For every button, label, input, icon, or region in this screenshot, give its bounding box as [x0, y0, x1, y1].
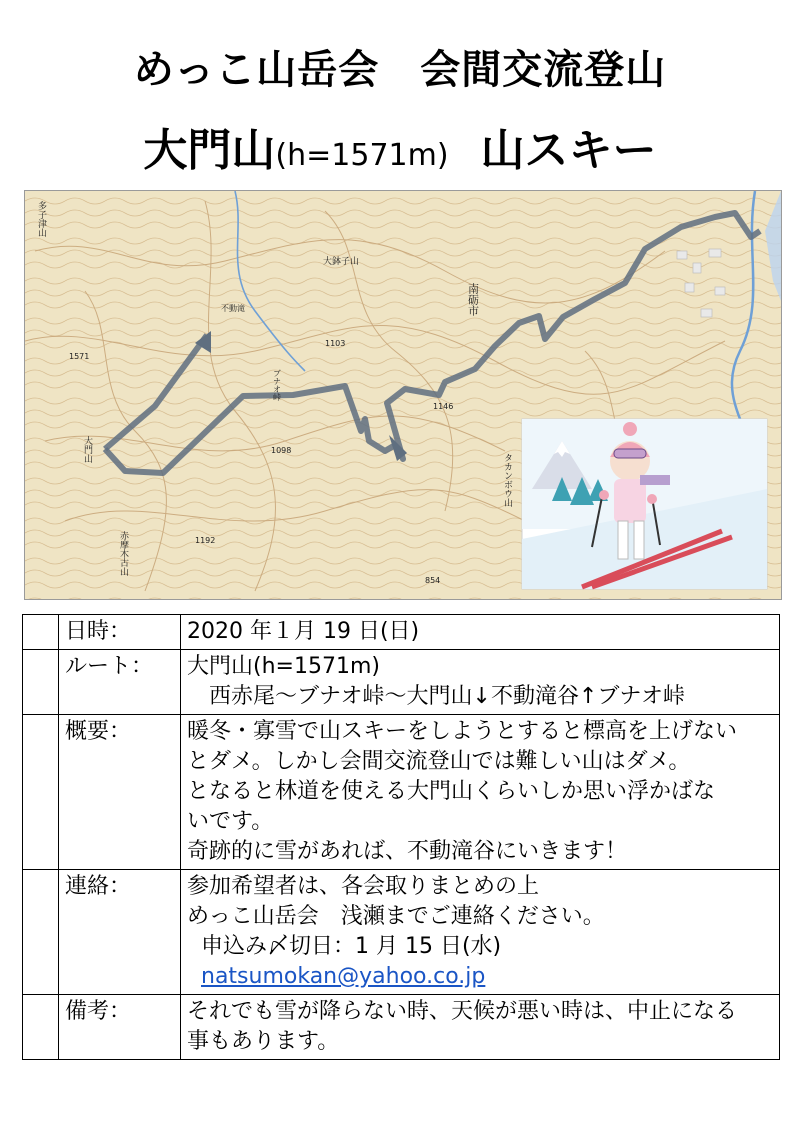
map-label-takanbo: タカンボウ山 — [502, 453, 512, 507]
map-elev-3: 1146 — [433, 402, 454, 411]
overview-value-cell — [181, 715, 780, 870]
map-label-nanto: 南砺市 — [466, 283, 480, 316]
event-info-table — [22, 614, 780, 1060]
row-marker-cell — [23, 995, 59, 1060]
map-label-buna: ブナオ峠 — [272, 369, 282, 401]
map-elev-1: 1571 — [69, 352, 90, 361]
map-label-tagoyama: 多子津山 — [36, 201, 46, 237]
notes-value-cell — [181, 995, 780, 1060]
overview-line: いです。 — [187, 809, 274, 834]
subtitle-activity: 山スキー — [480, 125, 657, 176]
route-value-cell — [181, 650, 780, 715]
table-row — [23, 715, 780, 870]
notes-line: 事もあります。 — [187, 1029, 340, 1054]
topographic-map — [25, 191, 781, 599]
map-elev-5: 1098 — [271, 446, 292, 455]
deadline-line: 申込み〆切日：1 月 15 日(水) — [201, 934, 502, 959]
page-title: めっこ山岳会 会間交流登山 — [133, 47, 667, 93]
contact-line: めっこ山岳会 浅瀬までご連絡ください。 — [187, 904, 605, 929]
route-map — [24, 190, 782, 600]
map-label-akamakiyama: 赤摩木古山 — [118, 531, 128, 576]
email-link[interactable]: natsumokan@yahoo.co.jp — [201, 964, 486, 989]
overview-line: とダメ。しかし会間交流登山では難しい山はダメ。 — [187, 749, 691, 774]
row-marker-cell — [23, 715, 59, 870]
table-row — [23, 615, 780, 650]
route-label: ルート： — [59, 650, 181, 715]
route-summit: 大門山(h=1571m) — [187, 654, 380, 679]
table-row — [23, 870, 780, 995]
overview-line: 奇跡的に雪があれば、不動滝谷にいきます！ — [187, 839, 628, 864]
map-label-daimonyama: 大門山 — [82, 436, 92, 463]
skier-illustration — [522, 419, 767, 589]
table-row — [23, 995, 780, 1060]
map-elev-4: 1192 — [195, 536, 216, 545]
map-elev-2: 1103 — [325, 339, 346, 348]
date-value: 2020 年１月 19 日(日) — [187, 619, 420, 644]
contact-value-cell — [181, 870, 780, 995]
contact-line: 参加希望者は、各会取りまとめの上 — [187, 874, 540, 899]
page-subtitle — [0, 114, 800, 178]
map-elev-6: 854 — [425, 576, 441, 585]
row-marker-cell — [23, 615, 59, 650]
map-label-fudotaki: 不動滝 — [221, 304, 245, 313]
notes-label: 備考： — [59, 995, 181, 1060]
date-label: 日時： — [59, 615, 181, 650]
contact-label: 連絡： — [59, 870, 181, 995]
overview-line: 暖冬・寡雪で山スキーをしようとすると標高を上げない — [187, 719, 738, 744]
row-marker-cell — [23, 650, 59, 715]
overview-line: となると林道を使える大門山くらいしか思い浮かばな — [187, 779, 716, 804]
date-value-cell — [181, 615, 780, 650]
row-marker-cell — [23, 870, 59, 995]
subtitle-height: (h=1571m) — [275, 138, 449, 173]
route-path: 西赤尾～ブナオ峠～大門山↓不動滝谷↑ブナオ峠 — [209, 684, 685, 709]
notes-line: それでも雪が降らない時、天候が悪い時は、中止になる — [187, 999, 738, 1024]
subtitle-mountain: 大門山 — [143, 125, 276, 176]
overview-label: 概要： — [59, 715, 181, 870]
map-label-omatsuyama: 大鉢子山 — [323, 257, 360, 267]
table-row — [23, 650, 780, 715]
